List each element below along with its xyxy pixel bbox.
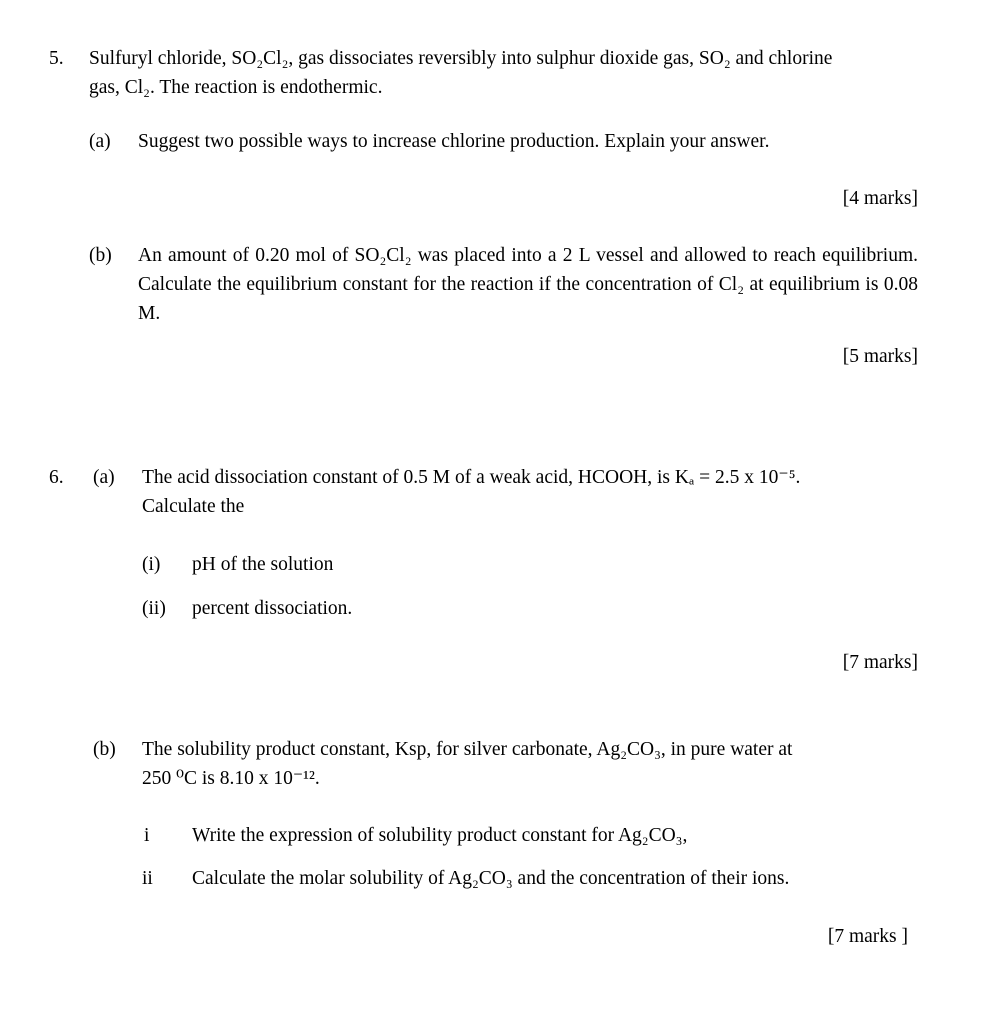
question-5a-text: Suggest two possible ways to increase chlorine production. Explain your answer. bbox=[138, 131, 770, 152]
question-5-stem-line-1: Sulfuryl chloride, SO₂Cl₂, gas dissociates reversibly into sulphur dioxide gas, SO₂ and chlorine bbox=[89, 48, 833, 69]
question-6b-item-text: Write the expression of solubility product constant for Ag₂CO₃, bbox=[192, 825, 688, 846]
question-5b-label: (b) bbox=[89, 245, 112, 266]
question-6a-item-text: percent dissociation. bbox=[192, 598, 353, 619]
question-6b-marks: [7 marks ] bbox=[827, 926, 908, 947]
question-6b-item-label: ii bbox=[142, 868, 153, 889]
question-6b-text-line-1: The solubility product constant, Ksp, for silver carbonate, Ag₂CO₃, in pure water at bbox=[142, 739, 793, 760]
question-5-number: 5. bbox=[49, 48, 64, 69]
question-6-number: 6. bbox=[49, 467, 64, 488]
question-6b-label: (b) bbox=[93, 739, 116, 760]
question-5b-marks: [5 marks] bbox=[842, 346, 918, 367]
question-5b-text: An amount of 0.20 mol of SO₂Cl₂ was placed into a 2 L vessel and allowed to reach equilibrium. Calculate the equilibrium constant for the reaction if the concentration of Cl₂ at equilibrium is 0.08 M. bbox=[138, 245, 918, 324]
question-6a-item-label: (i) bbox=[142, 554, 161, 575]
question-6a-label: (a) bbox=[93, 467, 115, 488]
question-6b-item-label: i bbox=[144, 825, 150, 846]
question-6a-item-label: (ii) bbox=[142, 598, 166, 619]
question-6a-text-line-1: The acid dissociation constant of 0.5 M of a weak acid, HCOOH, is Kₐ = 2.5 x 10⁻⁵. bbox=[142, 467, 801, 488]
question-5-stem-line-2: gas, Cl₂. The reaction is endothermic. bbox=[89, 77, 383, 98]
question-5a-marks: [4 marks] bbox=[842, 188, 918, 209]
question-6a-marks: [7 marks] bbox=[842, 652, 918, 673]
question-6b-item-text: Calculate the molar solubility of Ag₂CO₃ and the concentration of their ions. bbox=[192, 868, 790, 889]
question-5a-label: (a) bbox=[89, 131, 111, 152]
question-6a-item-text: pH of the solution bbox=[192, 554, 334, 575]
question-6a-text-line-2: Calculate the bbox=[142, 496, 245, 517]
question-6b-text-line-2: 250 ⁰C is 8.10 x 10⁻¹². bbox=[142, 768, 320, 789]
